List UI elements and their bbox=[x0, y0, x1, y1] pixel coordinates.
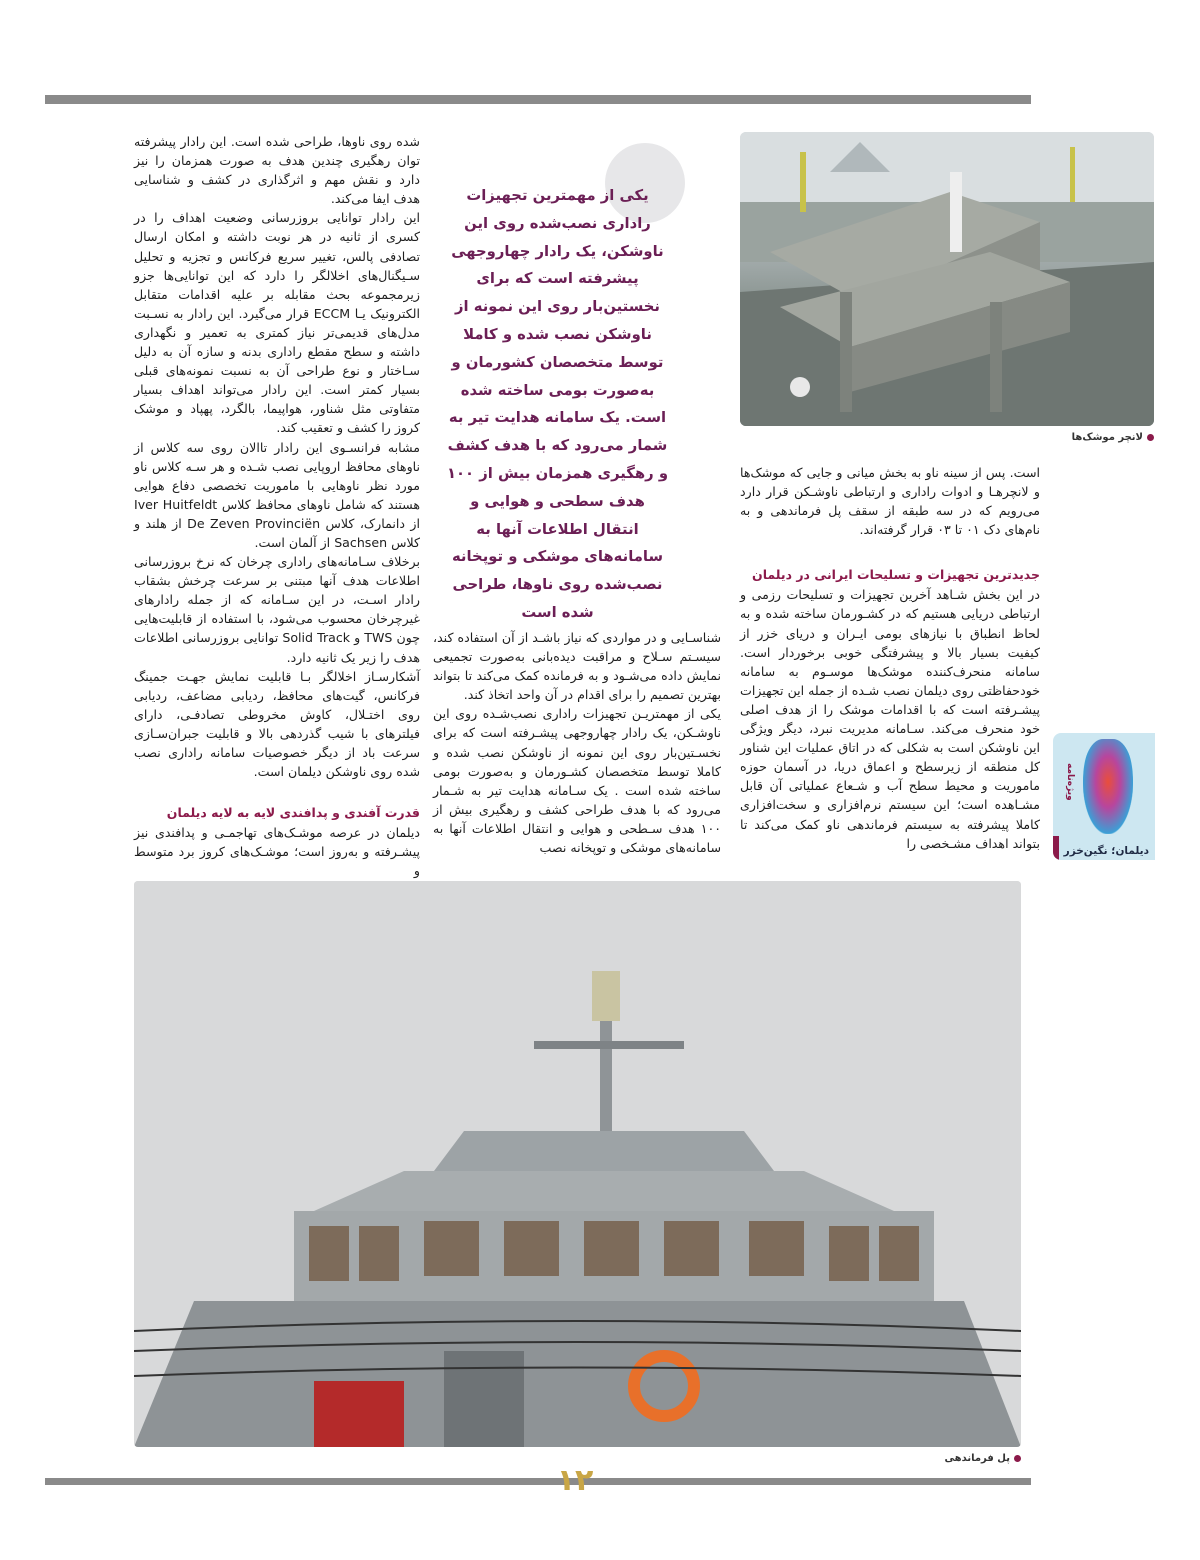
side-tab-title: دیلمان؛ نگین‌خزر bbox=[1063, 845, 1149, 857]
bottom-rule bbox=[45, 1478, 1031, 1485]
section-heading-defense: قدرت آفندی و پدافندی لایه به لایه دیلمان bbox=[166, 805, 420, 821]
side-tab bbox=[1053, 733, 1155, 860]
section-heading-equipment: جدیدترین تجهیزات و تسلیحات ایرانی در دیلمان bbox=[752, 567, 1040, 583]
top-rule bbox=[45, 95, 1031, 104]
right-column-intro: است. پس از سینه ناو به بخش میانی و جایی که موشک‌ها و لانچرهـا و ادوات راداری و ارتباطی ناوشـکن قرار دارد می‌رویم که در سه طبقه از سقف پل فرماندهی و به نام‌های دک ۰۱ تا ۰۳ قرار گرفته‌اند. bbox=[740, 465, 1040, 538]
middle-column-p2: یکی از مهمتریـن تجهیزات راداری نصب‌شـده روی این ناوشـکن، یک رادار چهاروجهی پیشـرفته است که برای نخسـتین‌بار روی این نمونه از ناوشکن نصب شده و کاملا توسط متخصصان کشـورمان و به‌صورت بومی ساخته شده است . یک سـامانه هدایت تیر به شـمار می‌رود که با هدف طراحی کشف و رهگیری بیش از ۱۰۰ هدف سـطحی و هوایی و انتقال اطلاعات آنها به سامانه‌های موشکی و توپخانه نصب bbox=[433, 706, 721, 856]
left-column-p1: شده روی ناوها، طراحی شده است. این رادار پیشرفته توان رهگیری چندین هدف به صورت همزمان را نیز دارد و نقش مهم و اثرگذاری در کشف و شناسایی هدف ایفا می‌کند. bbox=[134, 134, 420, 207]
left-column-p6: دیلمان در عرصه موشـک‌های تهاجمـی و پدافندی نیز پیشـرفته و به‌روز است؛ موشـک‌های کروز برد متوسط و bbox=[134, 825, 420, 879]
side-tab-logo-text: ویژه‌نامه bbox=[1065, 763, 1075, 801]
bridge-photo bbox=[134, 881, 1021, 1447]
right-column-body: در این بخش شـاهد آخرین تجهیزات و تسلیحات رزمی و ارتباطی دریایی هستیم که در کشـورمان ساخته شده و به لحاظ انطباق با نیازهای بومی ایـران و دریای خزر از کیفیت بسیار بالا و پیشرفتگی خوبی برخوردار است. سامانه منحرف‌کننده موشک‌ها موسـوم به سامانه خودحفاظتی روی دیلمان نصب شـده از جمله این تجهیزات پیشـرفته است که با اقدامات موشک را از هدف اصلی خود منحرف می‌کند. سـامانه مدیریت نبرد، دیگر ویژگی این ناوشکن است به شکلی که در اتاق عملیات این شناور کل منطقه از زیرسطح و اعماق دریا، در آسمان حوزه ماموریت و محیط سطح آب و شـعاع عملیاتی آن قابل مشـاهده است؛ این سیستم نرم‌افزاری و سخت‌افزاری کاملا پیشرفته به سیستم فرماندهی ناو کمک می‌کند تا بتواند اهداف مشـخصی را bbox=[740, 587, 1040, 851]
right-column bbox=[740, 463, 1040, 853]
caption-bullet-icon bbox=[1014, 1455, 1021, 1462]
launcher-caption: لانچر موشک‌ها bbox=[740, 432, 1154, 443]
middle-column-p1: شناسـایی و در مواردی که نیاز باشـد از آن استفاده کند، سیسـتم سـلاح و مراقبت دیده‌بانی به‌صورت تجمیعی نمایش داده می‌شـود و به فرمانده کمک می‌کند تا بتواند بهترین تصمیم را برای اقدام در آن واحد اتخاذ کند. bbox=[433, 630, 721, 703]
bridge-caption: پل فرماندهی bbox=[134, 1453, 1021, 1464]
bridge-illustration bbox=[134, 881, 1021, 1447]
left-column bbox=[134, 132, 420, 880]
left-column-p3: مشابه فرانسـوی این رادار تا‌الان روی سه کلاس از ناوهای محافظ اروپایی نصب شـده و هر سـه کلاس ناو مورد نظر ناوهایی با ماموریت تخصصی دفاع هوایی هستند که شامل ناوهای محافظ کلاس Iver Huitfeldt از دانمارک، کلاس De Zeven Provinciën از هلند و کلاس Sachsen از آلمان است. bbox=[134, 439, 421, 550]
pull-quote: یکی از مهمترین تجهیزات راداری نصب‌شده روی این ناوشکن، یک رادار چهاروجهی پیشرفته است که برای نخستین‌بار روی این نمونه از ناوشکن نصب شده و کاملا توسط متخصصان کشورمان و به‌صورت بومی ساخته شده است. یک سامانه هدایت تیر به شمار می‌رود که با هدف کشف و رهگیری همزمان بیش از ۱۰۰ هدف سطحی و هوایی و انتقال اطلاعات آنها به سامانه‌های موشکی و توپخانه نصب‌شده روی ناوها، طراحی شده است bbox=[446, 187, 669, 621]
left-column-p4: برخلاف سـامانه‌های راداری چرخان که نرخ بروزرسانی اطلاعات هدف آنها مبتنی بر سرعت چرخش بشقاب رادار اسـت، در این سـامانه که از جمله رادارهای غیرچرخان محسوب می‌شود، با استفاده از قابلیت‌هایی چون TWS و Solid Track توانایی بروزرسانی اطلاعات هدف را زیر یک ثانیه دارد. bbox=[134, 554, 421, 665]
left-column-p5: آشکارسـاز اخلالگر بـا قابلیت نمایش جهـت جمینگ فرکانس، گیت‌های محافظ، ردیابی مضاعف، ردیابی روی اختـلال، کاوش مخروطی تصادفـی، دارای فیلترهای با شیب گذردهی بالا و قابلیت جبران‌سـازی سرعت باد از دیگر خصوصیات سامانه راداری نصب شده روی ناوشکن دیلمان است. bbox=[134, 668, 420, 780]
middle-column bbox=[433, 628, 721, 857]
launcher-photo bbox=[740, 132, 1154, 426]
page-number: ۱۲ bbox=[556, 1463, 594, 1498]
left-column-p2: این رادار توانایی بروزرسانی وضعیت اهداف را در کسری از ثانیه در هر نوبت داشته و امکان ارسال تصادفی پالس، تغییر سریع فرکانس و تجزیه و تحلیل سـیگنال‌های اخلالگر را دارد که این توانایی‌ها جزو زیرمجموعه بحث مقابله بر علیه اقدامات متقابل الکترونیک یـا ECCM قرار می‌گیرد. این رادار به نسـبت مدل‌های قدیمی‌تر نیاز کمتری به تعمیر و نگهداری داشته و سطح مقطع راداری بدنه و سازه آن به دلیل سـاختار و نوع طراحی آن به نسبت نمونه‌های قبلی بسیار کمتر است. این رادار می‌تواند اهداف بسیار متفاوتی مثل شناور، هواپیما، بالگرد، پهپاد و موشک کروز را کشف و تعقیب کند. bbox=[134, 210, 420, 436]
special-issue-logo-icon bbox=[1083, 739, 1133, 834]
launcher-illustration bbox=[740, 132, 1154, 426]
caption-bullet-icon bbox=[1147, 434, 1154, 441]
